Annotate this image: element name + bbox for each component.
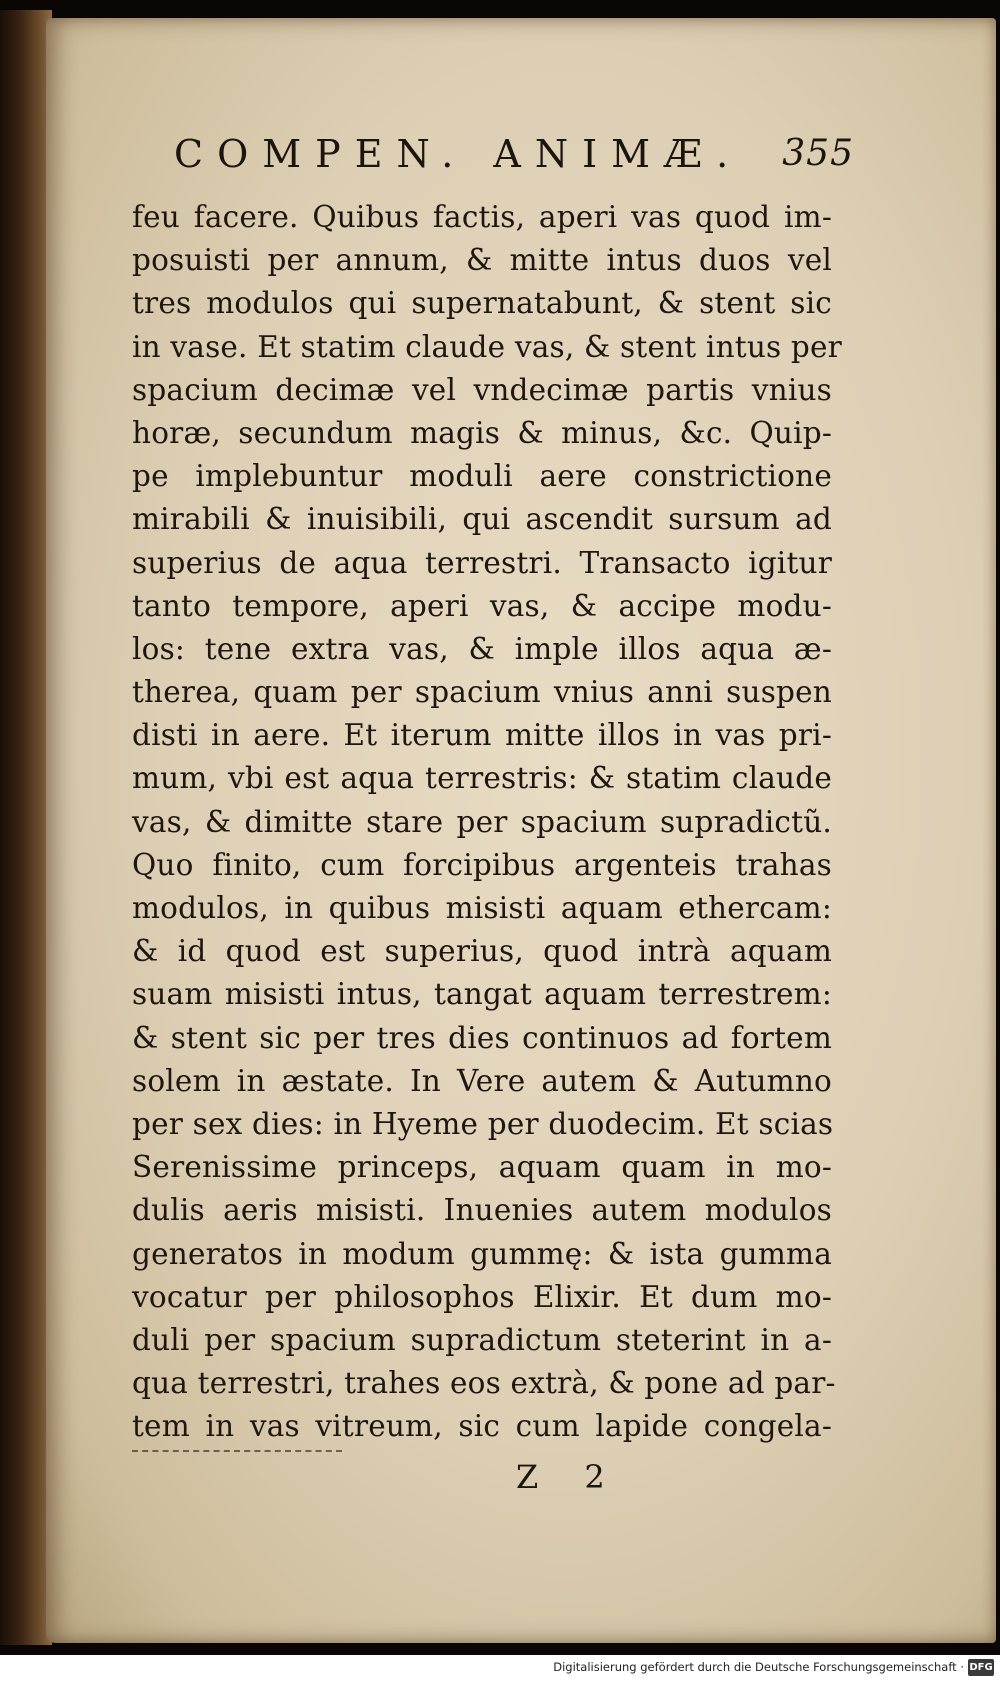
signature-mark: Z 2 [516,1458,623,1496]
funding-credit: Digitalisierung gefördert durch die Deutsche Forschungsgemeinschaft · [553,1660,964,1674]
text-line: mirabili & inuisibili, qui ascendit sursum ad [132,502,832,537]
text-line: & stent sic per tres dies continuos ad fortem [132,1020,832,1055]
text-line: vas, & dimitte stare per spacium supradictũ. [132,804,832,839]
text-line: tem in vas vitreum, sic cum lapide congela- [132,1409,832,1444]
text-line: tres modulos qui supernatabunt, & stent sic [132,286,832,321]
text-line: superius de aqua terrestri. Transacto igitur [132,545,832,580]
text-line: therea, quam per spacium vnius anni suspen [132,675,832,710]
body-text [132,196,842,1448]
text-line: modulos, in quibus misisti aquam ethercam: [132,891,832,925]
text-line: posuisti per annum, & mitte intus duos vel [132,243,832,278]
text-line: feu facere. Quibus factis, aperi vas quod im- [132,200,832,234]
catchword-underline [132,1450,342,1452]
book-spine-edge [0,10,52,1645]
text-line: Serenissime princeps, aquam quam in mo- [132,1150,832,1185]
running-title: COMPEN. ANIMÆ. [174,132,743,176]
text-line: duli per spacium supradictum steterint in a- [132,1322,832,1357]
text-line: vocatur per philosophos Elixir. Et dum mo- [132,1279,832,1314]
text-line: dulis aeris misisti. Inuenies autem modulos [132,1193,832,1228]
digitization-footer [0,1655,1000,1682]
text-line: spacium decimæ vel vndecimæ partis vnius [132,372,832,407]
text-line: tanto tempore, aperi vas, & accipe modu- [132,588,832,623]
text-line: qua terrestri, trahes eos extrà, & pone ad par- [132,1366,836,1401]
text-line: & id quod est superius, quod intrà aquam [132,934,832,969]
running-header [164,124,854,184]
book-page [46,18,996,1643]
text-line: pe implebuntur moduli aere constrictione [132,459,832,494]
text-line: Quo finito, cum forcipibus argenteis trahas [132,847,832,882]
text-line: solem in æstate. In Vere autem & Autumno [132,1063,832,1098]
page-number: 355 [782,133,854,174]
text-line: in vase. Et statim claude vas, & stent intus per [132,329,842,364]
text-line: los: tene extra vas, & imple illos aqua æ- [132,631,832,666]
text-line: per sex dies: in Hyeme per duodecim. Et scias [132,1106,834,1141]
text-line: generatos in modum gummę: & ista gumma [132,1236,832,1271]
dfg-logo: DFG [968,1659,994,1676]
text-line: suam misisti intus, tangat aquam terrestrem: [132,977,832,1012]
text-line: mum, vbi est aqua terrestris: & statim claude [132,761,832,796]
text-line: disti in aere. Et iterum mitte illos in vas pri- [132,718,832,753]
text-line: horæ, secundum magis & minus, &c. Quip- [132,415,832,450]
